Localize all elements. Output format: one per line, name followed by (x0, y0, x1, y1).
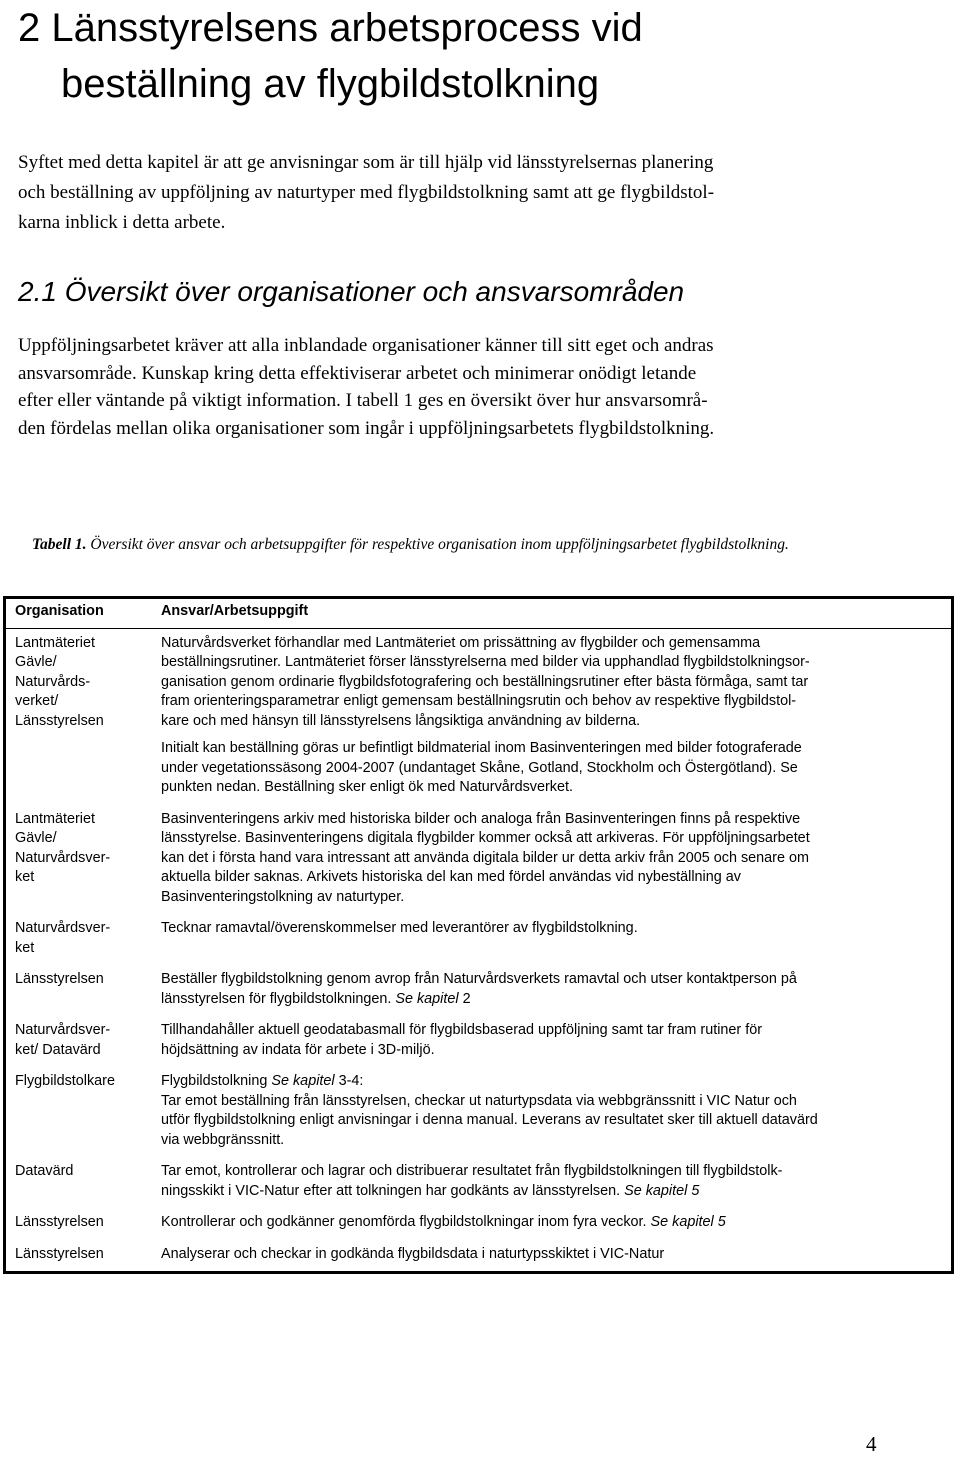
organisation-line: Naturvårdsver- (15, 1022, 111, 1038)
responsibility-line: utför flygbildstolkning enligt anvisningar i denna manual. Leverans av resultatet sker till aktuell datavärd (161, 1112, 818, 1128)
responsibility-line: aktuella bilder saknas. Arkivets historiska del kan med fördel användas vid nybeställning av (161, 869, 741, 885)
organisation-line: Länsstyrelsen (15, 712, 104, 729)
intro-line: karna inblick i detta arbete. (18, 212, 226, 233)
table-row (5, 914, 953, 965)
responsibility-cell (149, 628, 953, 805)
table-header-row (5, 598, 953, 629)
table-row (5, 1208, 953, 1240)
organisation-cell (5, 1208, 150, 1240)
chapter-heading-line-1: 2 Länsstyrelsens arbetsprocess vid (18, 6, 643, 50)
responsibility-line: ganisation genom ordinarie flygbildsfotografering och beställningsrutiner efter bästa förmåga, samt tar (161, 673, 809, 690)
responsibility-line: höjdsättning av indata för arbete i 3D-miljö. (161, 1041, 435, 1058)
responsibility-line: Tillhandahåller aktuell geodatabasmall för flygbildsbaserad uppföljning samt tar fram rutiner för (161, 1022, 762, 1038)
responsibility-line (161, 1213, 947, 1233)
organisation-line: Lantmäteriet (15, 810, 95, 827)
organisation-line: Datavärd (15, 1163, 74, 1179)
responsibility-line: fram orienteringsparametrar enligt gemensam beställningsrutin och behov av respektive flygbildstol- (161, 693, 797, 709)
organisation-cell (5, 965, 150, 1016)
responsibility-line (161, 1182, 947, 1202)
section-line: Uppföljningsarbetet kräver att alla inblandade organisationer känner till sitt eget och andras (18, 335, 714, 356)
chapter-reference: Se kapitel 5 (624, 1182, 700, 1199)
organisation-line: Naturvårds- (15, 673, 91, 690)
responsibility-line: Tecknar ramavtal/överenskommelser med leverantörer av flygbildstolkning. (161, 920, 638, 936)
organisation-cell (5, 914, 150, 965)
responsibility-line: Tar emot beställning från länsstyrelsen, checkar ut naturtypsdata via webbgränssnitt i VIC Natur och (161, 1092, 797, 1109)
responsibility-line: beställningsrutiner. Lantmäteriet förser länsstyrelserna med bilder via upphandlad flygbildstolkningsor- (161, 654, 810, 670)
organisation-line: Naturvårdsver- (15, 920, 111, 936)
responsibility-text: Flygbildstolkning (161, 1073, 272, 1089)
header-responsibility: Ansvar/Arbetsuppgift (149, 598, 953, 629)
intro-paragraph (18, 148, 948, 238)
chapter-reference: Se kapitel (271, 1073, 335, 1089)
section-line: ansvarsområde. Kunskap kring detta effektiviserar arbetet och minimerar onödigt letande (18, 362, 697, 384)
responsibility-text: länsstyrelsen för flygbildstolkningen. (161, 990, 396, 1007)
table-caption-label: Tabell 1. (32, 536, 87, 553)
responsibility-line: Tar emot, kontrollerar och lagrar och distribuerar resultatet från flygbildstolkningen till flygbildstolk- (161, 1163, 783, 1179)
responsibility-line: länsstyrelse. Basinventeringens digitala flygbilder kommer också att arkiveras. För uppföljningsarbetet (161, 830, 810, 846)
responsibility-cell (149, 1157, 953, 1208)
responsibility-line: Basinventeringstolkning av naturtyper. (161, 888, 405, 905)
responsibility-cell (149, 1067, 953, 1157)
responsibility-cell (149, 805, 953, 915)
table-row (5, 965, 953, 1016)
table-row (5, 1240, 953, 1273)
organisation-line: Flygbildstolkare (15, 1073, 115, 1089)
organisation-line: Gävle/ (15, 654, 57, 670)
responsibility-cell (149, 914, 953, 965)
intro-line: Syftet med detta kapitel är att ge anvisningar som är till hjälp vid länsstyrelsernas planering (18, 152, 714, 173)
responsibility-line: Naturvårdsverket förhandlar med Lantmäteriet om prissättning av flygbilder och gemensamma (161, 634, 761, 651)
responsibility-line: via webbgränssnitt. (161, 1131, 285, 1148)
table-caption-text: Översikt över ansvar och arbetsuppgifter för respektive organisation inom uppföljningsarbetet flygbildstolkning. (86, 536, 789, 553)
responsibility-text: ningsskikt i VIC-Natur efter att tolkningen har godkänts av länsstyrelsen. (161, 1182, 625, 1199)
responsibility-cell (149, 1240, 953, 1273)
responsibility-line: punkten nedan. Beställning sker enligt ök med Naturvårdsverket. (161, 779, 573, 795)
page-number: 4 (866, 1432, 877, 1456)
intro-line: och beställning av uppföljning av naturtyper med flygbildstolkning samt att ge flygbildstol- (18, 182, 715, 203)
section-paragraph (18, 332, 953, 442)
responsibility-line (161, 731, 947, 739)
organisation-cell (5, 805, 150, 915)
organisation-cell (5, 1067, 150, 1157)
responsibility-text: Kontrollerar och godkänner genomförda flygbildstolkningar inom fyra veckor. (161, 1214, 651, 1230)
organisation-line: ket (15, 869, 35, 885)
organisation-line: ket (15, 939, 35, 956)
section-line: efter eller väntande på viktigt information. I tabell 1 ges en översikt över hur ansvarsområ- (18, 390, 708, 411)
table-row (5, 1016, 953, 1067)
responsibility-cell (149, 1016, 953, 1067)
responsibility-cell (149, 965, 953, 1016)
table-row (5, 628, 953, 805)
table-row (5, 1067, 953, 1157)
organisation-cell (5, 1240, 150, 1273)
organisation-cell (5, 1016, 150, 1067)
responsibility-line: under vegetationssäsong 2004-2007 (undantaget Skåne, Gotland, Stockholm och Östergötland). Se (161, 759, 798, 776)
organisation-line: Länsstyrelsen (15, 1245, 104, 1262)
organisation-cell (5, 628, 150, 805)
responsibility-table (3, 596, 954, 1274)
responsibility-line: Analyserar och checkar in godkända flygbildsdata i naturtypsskiktet i VIC-Natur (161, 1245, 665, 1262)
organisation-line: Länsstyrelsen (15, 1214, 104, 1230)
organisation-line: verket/ (15, 693, 59, 709)
organisation-line: Lantmäteriet (15, 634, 95, 651)
organisation-line: ket/ Datavärd (15, 1041, 101, 1058)
section-heading: 2.1 Översikt över organisationer och ansvarsområden (18, 276, 685, 307)
chapter-reference: Se kapitel 5 (650, 1214, 726, 1230)
responsibility-text: 3-4: (334, 1073, 364, 1089)
responsibility-line: Beställer flygbildstolkning genom avrop från Naturvårdsverkets ramavtal och utser kontaktperson på (161, 971, 797, 987)
responsibility-line (161, 1072, 947, 1092)
responsibility-line: kare och med hänsyn till länsstyrelsens långsiktiga användning av bilderna. (161, 712, 641, 729)
table-row (5, 805, 953, 915)
responsibility-cell (149, 1208, 953, 1240)
responsibility-text: 2 (458, 990, 471, 1007)
chapter-heading (18, 0, 948, 112)
table-caption (32, 536, 789, 554)
organisation-line: Naturvårdsver- (15, 849, 111, 866)
organisation-cell (5, 1157, 150, 1208)
header-organisation: Organisation (5, 598, 150, 629)
responsibility-line: Basinventeringens arkiv med historiska bilder och analoga från Basinventeringen finns på respektive (161, 810, 801, 827)
responsibility-line: kan det i första hand vara intressant att använda digitala bilder ur detta arkiv från 2005 och senare om (161, 849, 809, 866)
table-row (5, 1157, 953, 1208)
responsibility-line (161, 990, 947, 1010)
chapter-reference: Se kapitel (395, 990, 459, 1007)
organisation-line: Länsstyrelsen (15, 971, 104, 987)
section-line: den fördelas mellan olika organisationer som ingår i uppföljningsarbetets flygbildstolkning. (18, 417, 715, 439)
organisation-line: Gävle/ (15, 830, 57, 846)
responsibility-line: Initialt kan beställning göras ur befintligt bildmaterial inom Basinventeringen med bilder fotograferade (161, 740, 802, 756)
chapter-heading-line-2: beställning av flygbildstolkning (61, 62, 600, 106)
